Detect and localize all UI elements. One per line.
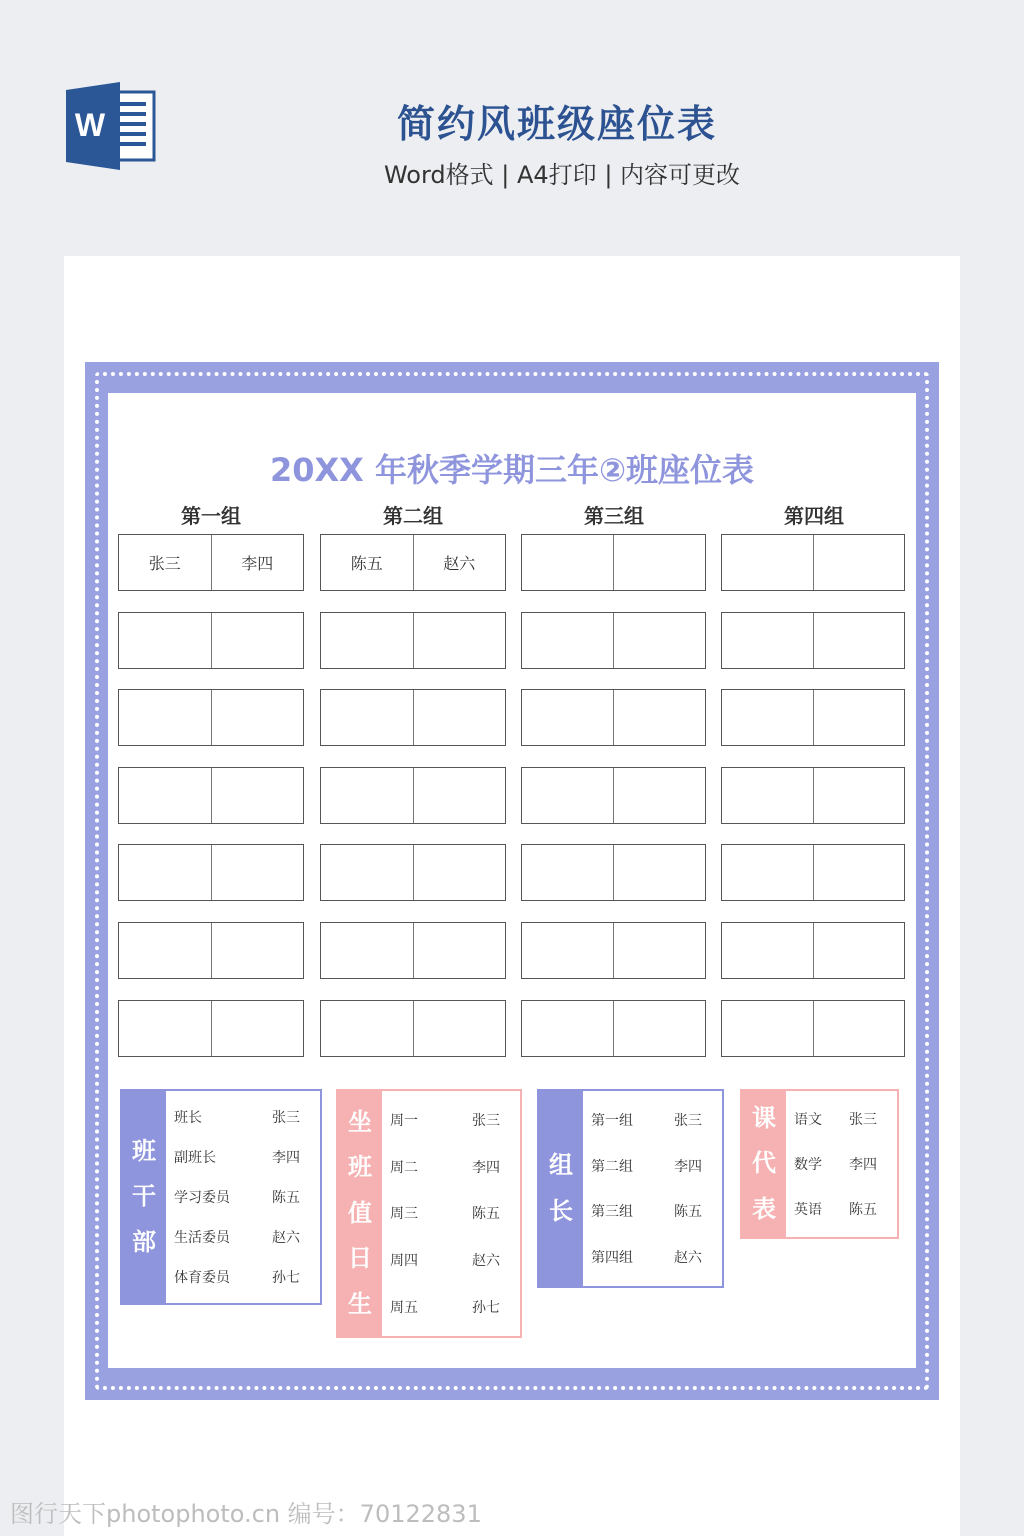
seat[interactable]: [119, 690, 211, 745]
seat[interactable]: [613, 535, 705, 590]
card-row: [382, 1203, 520, 1223]
group-header: 第二组: [383, 504, 443, 528]
card-label-char: 课: [752, 1103, 776, 1132]
card-label: [338, 1091, 382, 1336]
seat[interactable]: [722, 690, 813, 745]
seat[interactable]: [413, 1001, 506, 1056]
seat[interactable]: 李四: [211, 535, 304, 590]
doc-title: 简约风班级座位表: [396, 102, 717, 146]
card-row: [166, 1147, 320, 1167]
role-name: 周四: [390, 1253, 418, 1270]
card-label: [122, 1091, 166, 1303]
role-name: 周一: [390, 1113, 418, 1130]
card-row: [166, 1267, 320, 1287]
doc-subtitle: Word格式 | A4打印 | 内容可更改: [383, 161, 741, 189]
student-name: 陈五: [472, 1206, 500, 1223]
seat[interactable]: [321, 690, 413, 745]
card-row: [786, 1154, 897, 1174]
seat[interactable]: [813, 690, 905, 745]
desk: [320, 844, 506, 901]
card-row: [166, 1107, 320, 1127]
role-name: 第四组: [591, 1250, 633, 1267]
seat[interactable]: [722, 535, 813, 590]
student-name: 李四: [674, 1158, 702, 1175]
card-label-char: 组: [549, 1150, 573, 1179]
card-label-char: 长: [549, 1196, 573, 1225]
card-row: [583, 1247, 722, 1267]
student-name: 孙七: [472, 1299, 500, 1316]
seat[interactable]: [613, 845, 705, 900]
group-leaders-card: [537, 1089, 724, 1288]
seat[interactable]: 赵六: [413, 535, 506, 590]
card-label-char: 日: [348, 1244, 372, 1273]
card-row: [382, 1297, 520, 1317]
seat[interactable]: [522, 845, 613, 900]
card-label-char: 班: [348, 1153, 372, 1182]
seat[interactable]: [119, 923, 211, 978]
seat[interactable]: [613, 768, 705, 823]
desk: [320, 534, 506, 591]
seat[interactable]: [119, 613, 211, 668]
card-label-char: 生: [348, 1289, 372, 1318]
student-name: 李四: [472, 1159, 500, 1176]
student-name: 张三: [674, 1112, 702, 1129]
desk: [118, 612, 304, 669]
seat[interactable]: [321, 613, 413, 668]
desk: [721, 689, 905, 746]
desk: [721, 844, 905, 901]
seat[interactable]: [211, 1001, 304, 1056]
student-name: 赵六: [272, 1230, 300, 1246]
role-name: 语文: [794, 1112, 822, 1129]
seat[interactable]: [321, 1001, 413, 1056]
card-row: [382, 1157, 520, 1177]
desk: [320, 767, 506, 824]
seat[interactable]: [522, 535, 613, 590]
seat[interactable]: 张三: [148, 554, 181, 573]
group-header: 第四组: [784, 504, 844, 528]
seat[interactable]: [613, 613, 705, 668]
seat[interactable]: [321, 923, 413, 978]
seat[interactable]: [413, 923, 506, 978]
group-header: 第一组: [181, 504, 241, 528]
student-name: 张三: [472, 1113, 500, 1130]
card-row: [166, 1227, 320, 1247]
role-name: 班长: [174, 1110, 202, 1126]
group-header: 第三组: [584, 504, 644, 528]
desk: [721, 922, 905, 979]
seat[interactable]: [813, 1001, 905, 1056]
desk: [721, 1000, 905, 1057]
student-name: 张三: [849, 1112, 877, 1129]
desk: [118, 767, 304, 824]
card-rows: [583, 1091, 722, 1286]
seat[interactable]: [413, 845, 506, 900]
card-row: [583, 1110, 722, 1130]
seat[interactable]: [813, 768, 905, 823]
student-name: 李四: [272, 1150, 300, 1166]
seat[interactable]: [722, 768, 813, 823]
student-name: 赵六: [472, 1253, 500, 1270]
desk: [320, 689, 506, 746]
card-label-char: 表: [752, 1194, 776, 1223]
seat[interactable]: [413, 690, 506, 745]
subject-reps-card: [740, 1089, 899, 1239]
student-name: 陈五: [849, 1201, 877, 1218]
seat[interactable]: [522, 1001, 613, 1056]
seat[interactable]: [722, 1001, 813, 1056]
desk: [721, 767, 905, 824]
card-label-char: 干: [132, 1182, 156, 1211]
role-name: 周二: [390, 1159, 418, 1176]
seat[interactable]: [211, 845, 304, 900]
seat[interactable]: [119, 845, 211, 900]
card-row: [786, 1109, 897, 1129]
card-rows: [166, 1091, 320, 1303]
seat[interactable]: [522, 768, 613, 823]
card-rows: [786, 1091, 897, 1237]
card-row: [382, 1110, 520, 1130]
seat[interactable]: [613, 690, 705, 745]
desk: [521, 922, 706, 979]
role-name: 生活委员: [174, 1230, 230, 1246]
desk: [320, 612, 506, 669]
role-name: 周五: [390, 1299, 418, 1316]
student-name: 孙七: [272, 1270, 300, 1286]
card-row: [166, 1187, 320, 1207]
role-name: 体育委员: [174, 1270, 230, 1286]
seat[interactable]: [211, 613, 304, 668]
seat[interactable]: [722, 845, 813, 900]
student-name: 陈五: [272, 1190, 300, 1206]
desk: [118, 922, 304, 979]
seat[interactable]: [522, 613, 613, 668]
card-label: [742, 1091, 786, 1237]
role-name: 第三组: [591, 1204, 633, 1221]
desk: [521, 689, 706, 746]
desk: [721, 612, 905, 669]
role-name: 周三: [390, 1206, 418, 1223]
student-name: 张三: [272, 1110, 300, 1126]
seat[interactable]: [813, 613, 905, 668]
seat[interactable]: [321, 845, 413, 900]
desk: [521, 534, 706, 591]
role-name: 数学: [794, 1156, 822, 1173]
seat[interactable]: [211, 768, 304, 823]
student-name: 陈五: [674, 1204, 702, 1221]
card-label-char: 代: [752, 1149, 776, 1178]
desk: [721, 534, 905, 591]
seat[interactable]: [613, 923, 705, 978]
desk: [521, 844, 706, 901]
desk: [118, 1000, 304, 1057]
desk: [118, 844, 304, 901]
desk: [521, 612, 706, 669]
desk: [320, 1000, 506, 1057]
class-officers-card: [120, 1089, 322, 1305]
seat[interactable]: [813, 535, 905, 590]
card-label-char: 坐: [348, 1107, 372, 1136]
seat[interactable]: [211, 923, 304, 978]
sheet-title: 20XX 年秋季学期三年②班座位表: [269, 451, 755, 489]
role-name: 第一组: [591, 1112, 633, 1129]
seat[interactable]: [119, 1001, 211, 1056]
seat[interactable]: [722, 923, 813, 978]
role-name: 英语: [794, 1201, 822, 1218]
seat[interactable]: [413, 768, 506, 823]
role-name: 第二组: [591, 1158, 633, 1175]
card-label-char: 部: [132, 1227, 156, 1256]
card-row: [786, 1199, 897, 1219]
seat[interactable]: [722, 613, 813, 668]
role-name: 学习委员: [174, 1190, 230, 1206]
desk: [521, 767, 706, 824]
seat[interactable]: [119, 768, 211, 823]
seat[interactable]: [613, 1001, 705, 1056]
seat[interactable]: [813, 845, 905, 900]
seat[interactable]: [522, 923, 613, 978]
desk: [118, 689, 304, 746]
card-row: [583, 1201, 722, 1221]
student-name: 赵六: [674, 1250, 702, 1267]
card-row: [382, 1250, 520, 1270]
word-icon-letter: W: [74, 107, 106, 143]
seat[interactable]: [321, 768, 413, 823]
seat[interactable]: 陈五: [350, 554, 383, 573]
card-row: [583, 1156, 722, 1176]
card-rows: [382, 1091, 520, 1336]
role-name: 副班长: [174, 1150, 216, 1166]
card-label-char: 班: [132, 1136, 156, 1165]
seat[interactable]: [813, 923, 905, 978]
seat[interactable]: [522, 690, 613, 745]
seat[interactable]: [413, 613, 506, 668]
duty-roster-card: [336, 1089, 522, 1338]
card-label: [539, 1091, 583, 1286]
watermark: 图行天下photophoto.cn 编号：70122831: [10, 1500, 482, 1528]
seat[interactable]: [211, 690, 304, 745]
card-label-char: 值: [348, 1198, 372, 1227]
desk: [320, 922, 506, 979]
student-name: 李四: [849, 1156, 877, 1173]
desk: [118, 534, 304, 591]
desk: [521, 1000, 706, 1057]
